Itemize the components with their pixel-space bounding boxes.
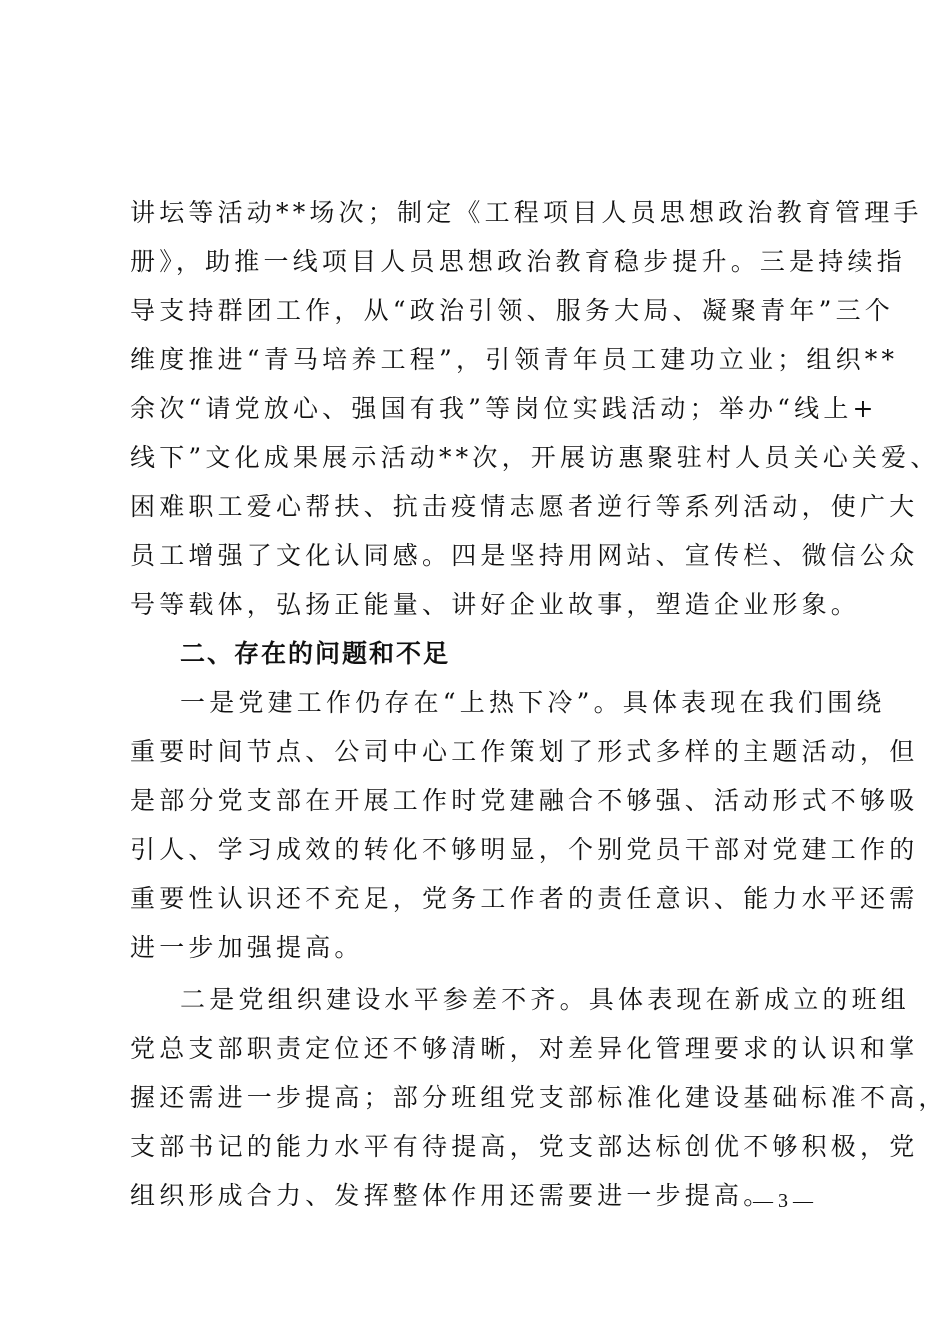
text-line: 维度推进“青马培养工程”，引领青年员工建功立业；组织**: [130, 345, 899, 374]
text-line: 一是党建工作仍存在“上热下冷”。具体表现在我们围绕: [180, 688, 886, 717]
page-number: — 3 —: [753, 1190, 813, 1212]
text-line: 进一步加强提高。: [130, 933, 364, 962]
text-line: 困难职工爱心帮扶、抗击疫情志愿者逆行等系列活动，使广大: [130, 492, 919, 521]
section-heading: 二、存在的问题和不足: [180, 639, 451, 668]
document-body: [130, 188, 948, 1220]
text-line: 党总支部职责定位还不够清晰，对差异化管理要求的认识和掌: [130, 1034, 919, 1063]
text-line: 握还需进一步提高；部分班组党支部标准化建设基础标准不高，: [130, 1083, 948, 1112]
text-line: 号等载体，弘扬正能量、讲好企业故事，塑造企业形象。: [130, 590, 861, 619]
text-line: 讲坛等活动**场次；制定《工程项目人员思想政治教育管理手: [130, 198, 923, 227]
text-line: 是部分党支部在开展工作时党建融合不够强、活动形式不够吸: [130, 786, 919, 815]
text-line: 导支持群团工作，从“政治引领、服务大局、凝聚青年”三个: [130, 296, 894, 325]
text-line: 员工增强了文化认同感。四是坚持用网站、宣传栏、微信公众: [130, 541, 919, 570]
text-line: 重要性认识还不充足，党务工作者的责任意识、能力水平还需: [130, 884, 919, 913]
text-line: 支部书记的能力水平有待提高，党支部达标创优不够积极，党: [130, 1132, 919, 1161]
text-line: 余次“请党放心、强国有我”等岗位实践活动；举办“线上+: [130, 394, 878, 423]
text-line: 线下”文化成果展示活动**次，开展访惠聚驻村人员关心关爱、: [130, 443, 940, 472]
paragraph-problem-one: [130, 678, 919, 972]
paragraph-problem-two: [130, 975, 948, 1220]
text-line: 引人、学习成效的转化不够明显，个别党员干部对党建工作的: [130, 835, 919, 864]
paragraph-continuation: [130, 188, 940, 629]
text-line: 组织形成合力、发挥整体作用还需要进一步提高。: [130, 1181, 773, 1210]
text-line: 重要时间节点、公司中心工作策划了形式多样的主题活动，但: [130, 737, 919, 766]
text-line: 册》，助推一线项目人员思想政治教育稳步提升。三是持续指: [130, 247, 906, 276]
text-line: 二是党组织建设水平参差不齐。具体表现在新成立的班组: [180, 985, 911, 1014]
